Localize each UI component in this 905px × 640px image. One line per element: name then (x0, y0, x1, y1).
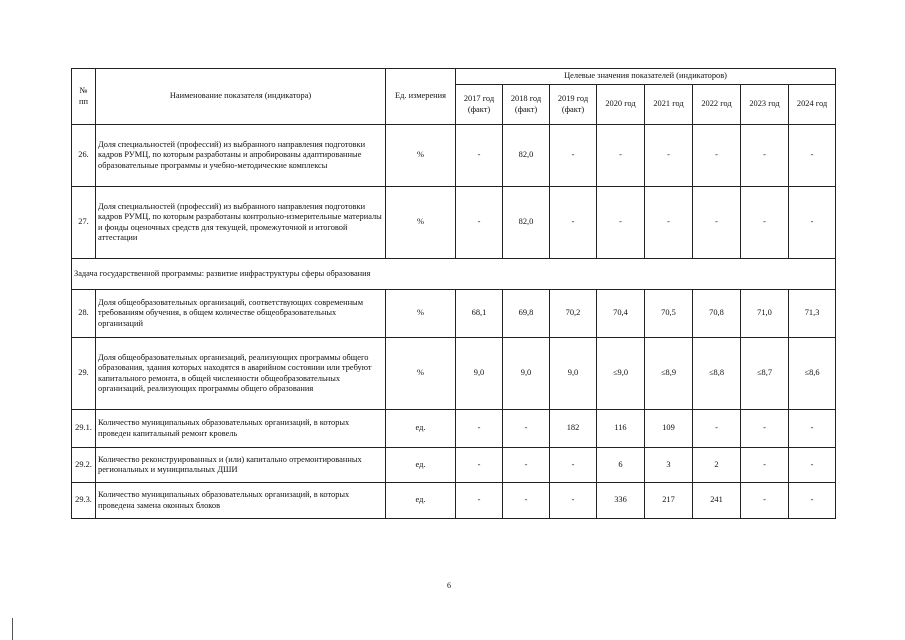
indicator-name: Доля специальностей (профессий) из выбранного направления подготовки кадров РУМЦ, по которым разработаны и апробированы адаптированные образовательные программы и учебно-методические комплексы (96, 125, 386, 187)
value-cell: - (741, 410, 789, 448)
table-row (72, 483, 836, 519)
page-number: 6 (447, 581, 451, 590)
value-cell: - (456, 187, 503, 259)
value-cell: - (456, 125, 503, 187)
row-number: 29.3. (72, 483, 96, 519)
value-cell: - (503, 410, 550, 448)
value-cell: 82,0 (503, 125, 550, 187)
indicator-name: Количество муниципальных образовательных организаций, в которых проведен капитальный ремонт кровель (96, 410, 386, 448)
value-cell: - (741, 125, 789, 187)
year-header: 2021 год (645, 85, 693, 125)
table-row (72, 448, 836, 483)
value-cell: 68,1 (456, 290, 503, 338)
value-cell: - (456, 448, 503, 483)
value-cell: 69,8 (503, 290, 550, 338)
value-cell: - (693, 410, 741, 448)
value-cell: - (789, 187, 836, 259)
value-cell: 336 (597, 483, 645, 519)
col-name-header: Наименование показателя (индикатора) (96, 69, 386, 125)
row-number: 29. (72, 338, 96, 410)
value-cell: 109 (645, 410, 693, 448)
table-row (72, 410, 836, 448)
col-num-header: № пп (72, 69, 96, 125)
value-cell: 217 (645, 483, 693, 519)
value-cell: ≤8,7 (741, 338, 789, 410)
table-row (72, 187, 836, 259)
col-targets-header: Целевые значения показателей (индикаторов) (456, 69, 836, 85)
year-header: 2018 год (факт) (503, 85, 550, 125)
value-cell: ≤9,0 (597, 338, 645, 410)
value-cell: 9,0 (503, 338, 550, 410)
row-number: 29.2. (72, 448, 96, 483)
value-cell: 3 (645, 448, 693, 483)
value-cell: 71,0 (741, 290, 789, 338)
indicators-table (71, 68, 836, 519)
value-cell: ≤8,9 (645, 338, 693, 410)
value-cell: 70,5 (645, 290, 693, 338)
value-cell: - (789, 448, 836, 483)
value-cell: - (503, 448, 550, 483)
col-unit-header: Ед. измерения (386, 69, 456, 125)
table-row (72, 338, 836, 410)
value-cell: - (645, 125, 693, 187)
indicator-name: Доля общеобразовательных организаций, реализующих программы общего образования, здания которых находятся в аварийном состоянии или требуют капитального ремонта, в общей численности общеобразовательных организаций, реализующих программы общего образования (96, 338, 386, 410)
value-cell: - (456, 410, 503, 448)
value-cell: - (741, 448, 789, 483)
value-cell: - (741, 187, 789, 259)
value-cell: - (456, 483, 503, 519)
unit-cell: % (386, 290, 456, 338)
year-header: 2020 год (597, 85, 645, 125)
value-cell: 9,0 (456, 338, 503, 410)
value-cell: 6 (597, 448, 645, 483)
value-cell: - (550, 483, 597, 519)
value-cell: 241 (693, 483, 741, 519)
indicator-name: Доля специальностей (профессий) из выбранного направления подготовки кадров РУМЦ, по которым разработаны контрольно-измерительные материалы и фонды оценочных средств для текущей, промежуточной и итоговой аттестации (96, 187, 386, 259)
table-row (72, 125, 836, 187)
value-cell: - (789, 410, 836, 448)
value-cell: 2 (693, 448, 741, 483)
year-header: 2019 год (факт) (550, 85, 597, 125)
value-cell: - (597, 187, 645, 259)
value-cell: 116 (597, 410, 645, 448)
indicator-name: Доля общеобразовательных организаций, соответствующих современным требованиям обучения, в общем количестве общеобразовательных организаций (96, 290, 386, 338)
year-header: 2022 год (693, 85, 741, 125)
value-cell: - (693, 125, 741, 187)
value-cell: - (789, 483, 836, 519)
unit-cell: % (386, 187, 456, 259)
table-row (72, 290, 836, 338)
year-header: 2024 год (789, 85, 836, 125)
row-number: 27. (72, 187, 96, 259)
value-cell: 82,0 (503, 187, 550, 259)
value-cell: - (693, 187, 741, 259)
year-header: 2023 год (741, 85, 789, 125)
value-cell: 71,3 (789, 290, 836, 338)
value-cell: 9,0 (550, 338, 597, 410)
year-header: 2017 год (факт) (456, 85, 503, 125)
value-cell: - (645, 187, 693, 259)
row-number: 26. (72, 125, 96, 187)
value-cell: - (550, 448, 597, 483)
value-cell: - (789, 125, 836, 187)
value-cell: - (503, 483, 550, 519)
value-cell: - (550, 187, 597, 259)
indicator-name: Количество муниципальных образовательных организаций, в которых проведена замена оконных блоков (96, 483, 386, 519)
value-cell: ≤8,6 (789, 338, 836, 410)
table-header (72, 69, 836, 125)
scan-edge-mark (12, 618, 13, 640)
row-number: 28. (72, 290, 96, 338)
value-cell: - (741, 483, 789, 519)
row-number: 29.1. (72, 410, 96, 448)
unit-cell: ед. (386, 448, 456, 483)
value-cell: 70,4 (597, 290, 645, 338)
value-cell: 182 (550, 410, 597, 448)
unit-cell: ед. (386, 410, 456, 448)
indicator-name: Количество реконструированных и (или) капитально отремонтированных региональных и муниципальных ДШИ (96, 448, 386, 483)
task-row: Задача государственной программы: развитие инфраструктуры сферы образования (72, 259, 836, 290)
unit-cell: % (386, 125, 456, 187)
unit-cell: ед. (386, 483, 456, 519)
unit-cell: % (386, 338, 456, 410)
value-cell: - (550, 125, 597, 187)
value-cell: 70,8 (693, 290, 741, 338)
value-cell: 70,2 (550, 290, 597, 338)
value-cell: ≤8,8 (693, 338, 741, 410)
value-cell: - (597, 125, 645, 187)
